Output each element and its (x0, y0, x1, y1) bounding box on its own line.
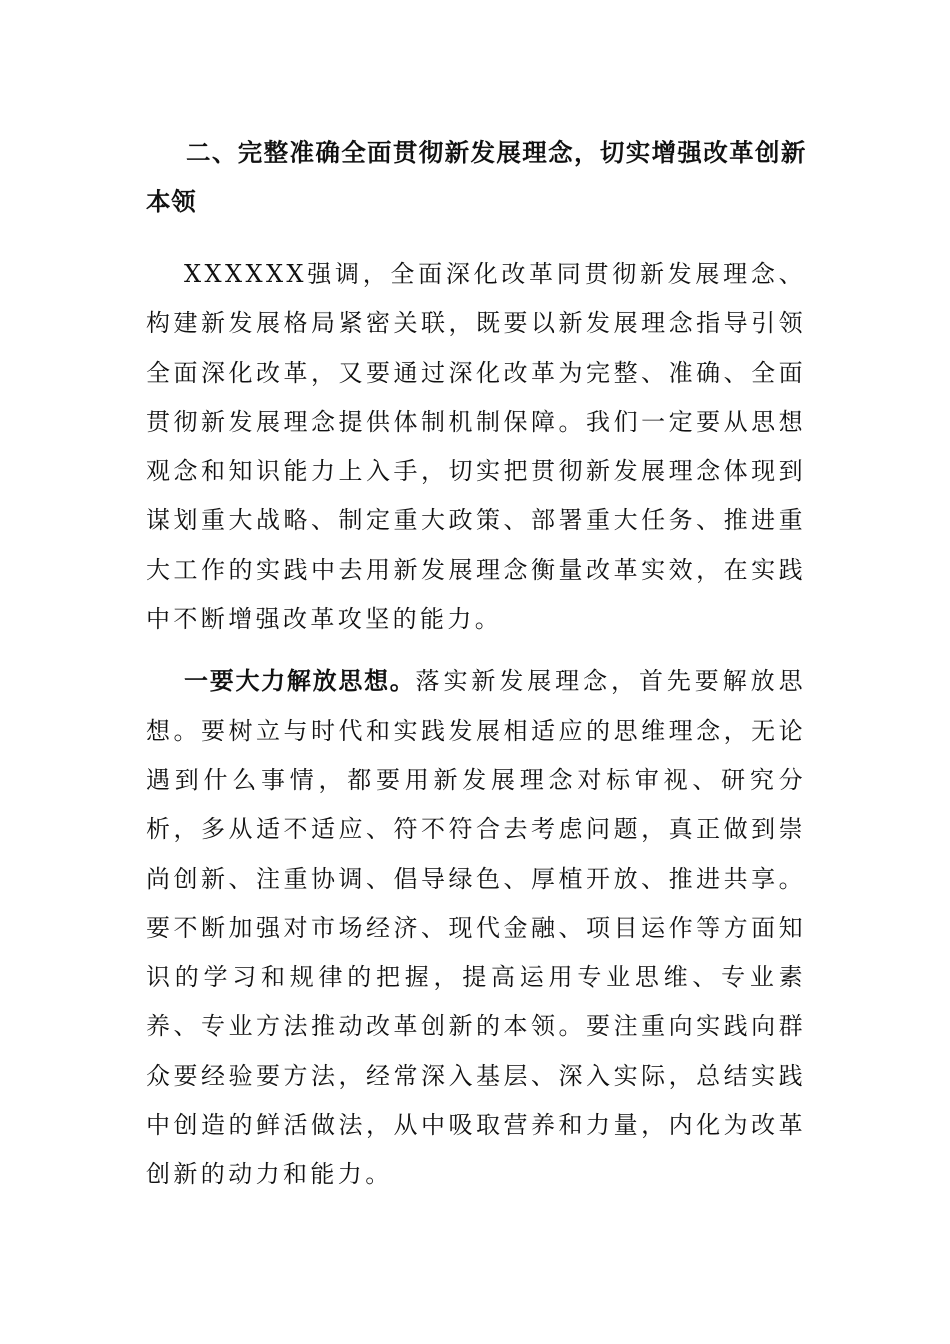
section-heading: 二、完整准确全面贯彻新发展理念，切实增强改革创新本领 (146, 138, 806, 216)
paragraph-intro-body: XXXXXX强调，全面深化改革同贯彻新发展理念、构建新发展格局紧密关联，既要以新发展理念指导引领全面深化改革，又要通过深化改革为完整、准确、全面贯彻新发展理念提供体制机制保障。我们一定要从思想观念和知识能力上入手，切实把贯彻新发展理念体现到谋划重大战略、制定重大政策、部署重大任务、推进重大工作的实践中去用新发展理念衡量改革实效，在实践中不断增强改革攻坚的能力。 (146, 260, 806, 634)
paragraph-point-one-body: 落实新发展理念，首先要解放思想。要树立与时代和实践发展相适应的思维理念，无论遇到什么事情，都要用新发展理念对标审视、研究分析，多从适不适应、符不符合去考虑问题，真正做到崇尚创新、注重协调、倡导绿色、厚植开放、推进共享。要不断加强对市场经济、现代金融、项目运作等方面知识的学习和规律的把握，提高运用专业思维、专业素养、专业方法推动改革创新的本领。要注重向实践向群众要经验要方法，经常深入基层、深入实际，总结实践中创造的鲜活做法，从中吸取营养和力量，内化为改革创新的动力和能力。 (146, 667, 806, 1189)
paragraph-point-one-lead: 一要大力解放思想。 (184, 667, 416, 696)
paragraph-intro (146, 250, 806, 644)
paragraph-point-one (146, 657, 806, 1199)
document-page (146, 128, 806, 1200)
